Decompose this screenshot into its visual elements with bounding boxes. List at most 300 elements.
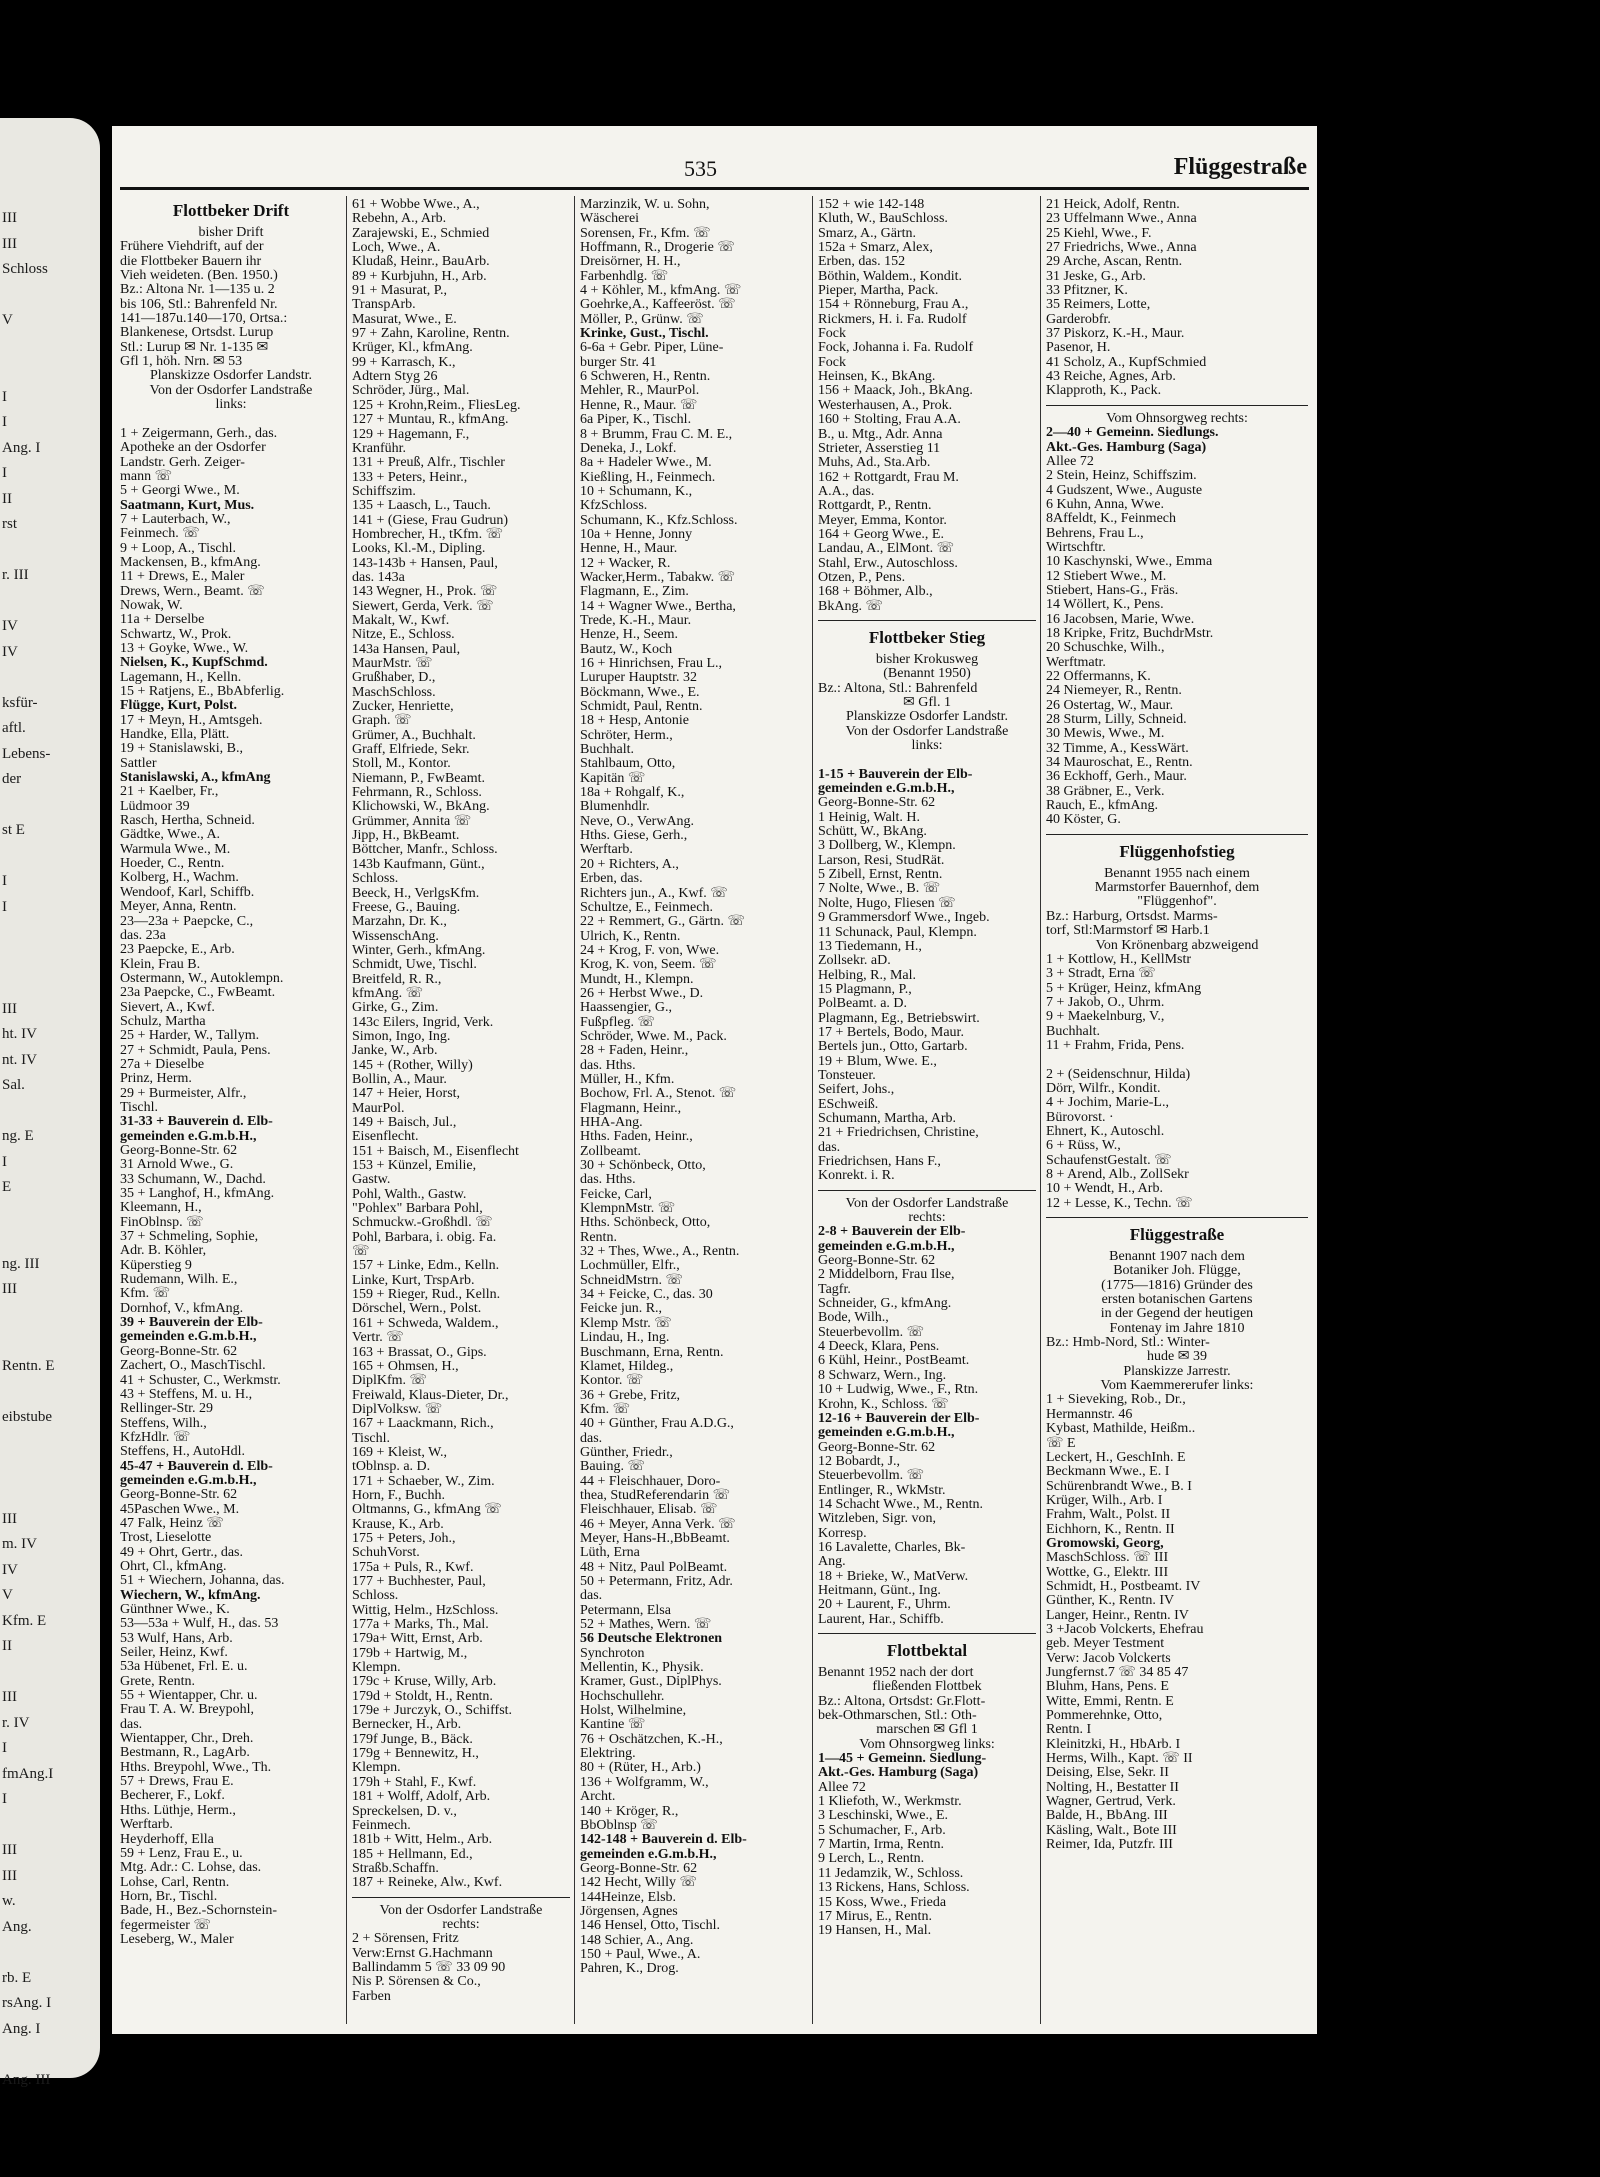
directory-entry-line: 35 Reimers, Lotte, bbox=[1046, 297, 1151, 313]
directory-entry-line: Korresp. bbox=[818, 1525, 867, 1541]
directory-entry-line: bis 106, Stl.: Bahrenfeld Nr. bbox=[120, 296, 278, 312]
directory-entry-line: Zucker, Henriette, bbox=[352, 699, 454, 715]
directory-entry-line: links: bbox=[215, 397, 247, 413]
directory-entry-line: Rebehn, A., Arb. bbox=[352, 211, 447, 227]
directory-entry-line: Gädtke, Wwe., A. bbox=[120, 827, 221, 843]
directory-entry-line: Nielsen, K., KupfSchmd. bbox=[120, 655, 268, 671]
section-divider bbox=[818, 1633, 1036, 1634]
directory-entry-line: Stiebert, Hans-G., Fräs. bbox=[1046, 582, 1179, 598]
directory-entry-line: Nitze, E., Schloss. bbox=[352, 627, 455, 643]
directory-entry-line: Böckmann, Wwe., E. bbox=[580, 684, 700, 700]
directory-entry-line: 2 Middelborn, Frau Ilse, bbox=[818, 1267, 955, 1283]
directory-entry-line: 22 + Remmert, G., Gärtn. ☏ bbox=[580, 914, 745, 930]
directory-entry-line: Pasenor, H. bbox=[1046, 340, 1111, 356]
directory-entry-line: 9 + Loop, A., Tischl. bbox=[120, 540, 237, 556]
directory-entry-line: Petermann, Elsa bbox=[580, 1602, 671, 1618]
directory-entry-line: 80 + (Rüter, H., Arb.) bbox=[580, 1760, 701, 1776]
directory-entry-line: Graph. ☏ bbox=[352, 713, 412, 729]
directory-entry-line: 10 + Schumann, K., bbox=[580, 483, 693, 499]
directory-entry-line: Eisenflecht. bbox=[352, 1129, 419, 1145]
directory-entry-line: 143a Hansen, Paul, bbox=[352, 641, 461, 657]
margin-fragment: r. III bbox=[2, 567, 29, 583]
directory-entry-line: 25 + Harder, W., Tallym. bbox=[120, 1028, 260, 1044]
directory-entry-line: 16 + Hinrichsen, Frau L., bbox=[580, 656, 723, 671]
directory-entry-line: Gastw. bbox=[352, 1172, 391, 1188]
directory-entry-line: Kluth, W., BauSchloss. bbox=[818, 211, 948, 227]
directory-entry-line: Ostermann, W., Autoklempn. bbox=[120, 970, 284, 986]
directory-entry-line: 3 +Jacob Volckerts, Ehefrau bbox=[1046, 1621, 1204, 1637]
directory-entry-line: Holst, Wilhelmine, bbox=[580, 1703, 687, 1719]
directory-entry-line: 9 Lerch, L., Rentn. bbox=[818, 1851, 925, 1867]
directory-entry-line: Krüger, Kl., kfmAng. bbox=[352, 340, 473, 356]
margin-fragment: I bbox=[2, 414, 7, 430]
directory-entry-line: Blankenese, Ortsdst. Lurup bbox=[120, 325, 274, 341]
directory-entry-line: Witzleben, Sigr. von, bbox=[818, 1511, 937, 1527]
directory-entry-line: das. Hths. bbox=[580, 1057, 636, 1073]
directory-entry-line: 179a+ Witt, Ernst, Arb. bbox=[352, 1631, 483, 1647]
directory-entry-line: 19 + Blum, Wwe. E., bbox=[818, 1053, 937, 1069]
margin-fragment: I bbox=[2, 873, 7, 889]
directory-entry-line: 48 + Nitz, Paul PolBeamt. bbox=[580, 1559, 728, 1575]
directory-entry-line: Gromowski, Georg, bbox=[1046, 1535, 1164, 1551]
directory-entry-line: Georg-Bonne-Str. 62 bbox=[818, 1253, 936, 1269]
directory-entry-line: FinOblnsp. ☏ bbox=[120, 1214, 204, 1230]
directory-entry-line: MaschSchloss. ☏ III bbox=[1046, 1550, 1169, 1566]
directory-entry-line: Goehrke,A., Kaffeeröst. ☏ bbox=[580, 297, 736, 313]
directory-entry-line: Hombrecher, H., tKfm. ☏ bbox=[352, 526, 504, 542]
margin-fragment: st E bbox=[2, 822, 25, 838]
directory-entry-line: Fock bbox=[818, 354, 846, 370]
directory-entry-line: Von Krönenbarg abzweigend bbox=[1095, 937, 1259, 953]
directory-entry-line: 142-148 + Bauverein d. Elb- bbox=[580, 1832, 747, 1848]
directory-entry-line: 160 + Stolting, Frau A.A. bbox=[818, 412, 961, 428]
directory-entry-line: 11 Jedamzik, W., Schloss. bbox=[818, 1865, 964, 1881]
margin-fragment: I bbox=[2, 1791, 7, 1807]
directory-entry-line: Vom Kaemmererufer links: bbox=[1100, 1378, 1254, 1394]
directory-entry-line: Grümer, A., Buchhalt. bbox=[352, 727, 476, 743]
directory-entry-line: 43 + Steffens, M. u. H., bbox=[120, 1386, 253, 1402]
directory-entry-line: 21 Heick, Adolf, Rentn. bbox=[1046, 197, 1180, 212]
directory-entry-line: 16 Lavalette, Charles, Bk- bbox=[818, 1539, 966, 1555]
directory-entry-line: PolBeamt. a. D. bbox=[818, 996, 908, 1012]
directory-entry-line: Leseberg, W., Maler bbox=[120, 1931, 234, 1947]
directory-entry-line bbox=[818, 753, 1036, 767]
directory-entry-line: 163 + Brassat, O., Gips. bbox=[352, 1344, 487, 1360]
directory-entry-line: 175 + Peters, Joh., bbox=[352, 1530, 456, 1546]
directory-entry-line: 40 Köster, G. bbox=[1046, 812, 1121, 828]
directory-entry-line: 14 Schacht Wwe., M., Rentn. bbox=[818, 1496, 983, 1512]
directory-entry-line: Ohrt, Cl., kfmAng. bbox=[120, 1558, 227, 1574]
directory-entry-line: Bautz, W., Koch bbox=[580, 641, 673, 657]
margin-fragment: E bbox=[2, 1179, 12, 1195]
directory-entry-line: burger Str. 41 bbox=[580, 354, 657, 370]
directory-entry-line: 8Affeldt, K., Feinmech bbox=[1046, 511, 1176, 527]
directory-entry-line: 17 + Meyn, H., Amtsgeh. bbox=[120, 712, 263, 728]
directory-entry-line: 9 Grammersdorf Wwe., Ingeb. bbox=[818, 910, 990, 926]
directory-entry-line: 157 + Linke, Edm., Kelln. bbox=[352, 1258, 500, 1274]
directory-entry-line: 164 + Georg Wwe., E. bbox=[818, 526, 944, 542]
directory-entry-line: 10 Kaschynski, Wwe., Emma bbox=[1046, 554, 1213, 570]
directory-entry-line: Hermannstr. 46 bbox=[1046, 1406, 1133, 1422]
directory-entry-line: Landstr. Gerh. Zeiger- bbox=[120, 454, 245, 470]
directory-entry-line: 15 Plagmann, P., bbox=[818, 981, 912, 997]
directory-entry-line: WissenschAng. bbox=[352, 928, 439, 944]
directory-entry-line: Kranführ. bbox=[352, 440, 407, 456]
directory-entry-line: Erben, das. bbox=[580, 871, 643, 887]
directory-entry-line: 6 Kuhn, Anna, Wwe. bbox=[1046, 496, 1164, 512]
directory-entry-line: Benannt 1952 nach der dort bbox=[818, 1665, 974, 1680]
directory-entry-line: mann ☏ bbox=[120, 468, 173, 484]
directory-entry-line: MaurMstr. ☏ bbox=[352, 656, 433, 671]
directory-entry-line: 35 + Langhof, H., kfmAng. bbox=[120, 1186, 275, 1202]
directory-entry-line: 7 Martin, Irma, Rentn. bbox=[818, 1837, 944, 1853]
directory-entry-line: das. 23a bbox=[120, 927, 166, 943]
directory-entry-line: Balde, H., BbAng. III bbox=[1046, 1808, 1168, 1824]
directory-entry-line: 12 + Wacker, R. bbox=[580, 555, 671, 571]
directory-entry-line: 3 + Stradt, Erna ☏ bbox=[1046, 966, 1156, 982]
margin-fragment: Lebens- bbox=[2, 745, 51, 762]
directory-entry-line: Pommerehnke, Otto, bbox=[1046, 1708, 1163, 1724]
directory-entry-line: 6 + Rüss, W., bbox=[1046, 1138, 1121, 1154]
directory-entry-line: 2—40 + Gemeinn. Siedlungs. bbox=[1046, 425, 1219, 441]
directory-entry-line: 143 Wegner, H., Prok. ☏ bbox=[352, 584, 498, 600]
directory-entry-line: Lindau, H., Ing. bbox=[580, 1330, 670, 1346]
directory-entry-line: Straßb.Schaffn. bbox=[352, 1860, 439, 1876]
directory-entry-line: Ang. bbox=[818, 1554, 846, 1570]
directory-entry-line: kfmAng. ☏ bbox=[352, 985, 424, 1001]
directory-entry-line: Verw:Ernst G.Hachmann bbox=[352, 1945, 493, 1961]
directory-entry-line: Fock bbox=[818, 326, 846, 342]
directory-entry-line: Henze, H., Seem. bbox=[580, 627, 678, 643]
directory-entry-line: rechts: bbox=[442, 1916, 480, 1932]
directory-entry-line: Stahlbaum, Otto, bbox=[580, 756, 676, 772]
directory-entry-line: Kolberg, H., Wachm. bbox=[120, 870, 239, 886]
directory-entry-line: Sievert, A., Kwf. bbox=[120, 999, 215, 1015]
directory-entry-line: 153 + Künzel, Emilie, bbox=[352, 1158, 477, 1174]
directory-entry-line: Werftarb. bbox=[120, 1817, 173, 1833]
directory-entry-line: Schneider, G., kfmAng. bbox=[818, 1296, 952, 1312]
directory-entry-line: 4 Deeck, Klara, Pens. bbox=[818, 1339, 940, 1355]
directory-entry-line: 150 + Paul, Wwe., A. bbox=[580, 1946, 701, 1962]
directory-entry-line: Simon, Ingo, Ing. bbox=[352, 1028, 451, 1044]
directory-entry-line: Flagmann, Heinr., bbox=[580, 1100, 682, 1116]
margin-fragment: Ang. bbox=[2, 1918, 32, 1935]
directory-entry-line: Allee 72 bbox=[818, 1779, 866, 1795]
directory-entry-line: Mundt, H., Klempn. bbox=[580, 971, 694, 987]
directory-entry-line: das. Hths. bbox=[580, 1172, 636, 1188]
directory-entry-line: Jörgensen, Agnes bbox=[580, 1903, 678, 1919]
directory-entry-line: ersten botanischen Gartens bbox=[1101, 1292, 1253, 1308]
directory-entry-line: 1 + Sieveking, Rob., Dr., bbox=[1046, 1392, 1186, 1408]
directory-entry-line: 76 + Oschätzchen, K.-H., bbox=[580, 1731, 723, 1747]
directory-entry-line: Farben bbox=[352, 1988, 391, 2004]
directory-entry-line: 21 + Kaelber, Fr., bbox=[120, 784, 219, 800]
directory-entry-line: 152 + wie 142-148 bbox=[818, 197, 925, 212]
directory-entry-line: SchaufenstGestalt. ☏ bbox=[1046, 1152, 1172, 1168]
directory-entry-line: Kapitän ☏ bbox=[580, 770, 646, 786]
directory-entry-line: marschen ✉ Gfl 1 bbox=[876, 1722, 978, 1738]
directory-entry-line: Rottgardt, P., Rentn. bbox=[818, 498, 932, 514]
directory-entry-line: 6a Piper, K., Tischl. bbox=[580, 412, 692, 428]
directory-entry-line: BkAng. ☏ bbox=[818, 598, 883, 614]
directory-entry-line: 1 + Kottlow, H., KellMstr bbox=[1046, 951, 1192, 967]
margin-fragment: V bbox=[2, 1587, 13, 1603]
directory-entry-line: Georg-Bonne-Str. 62 bbox=[818, 1439, 936, 1455]
directory-entry-line: 36 + Grebe, Fritz, bbox=[580, 1387, 681, 1403]
margin-fragment: rst bbox=[2, 516, 17, 532]
directory-entry-line: Steffens, H., AutoHdl. bbox=[120, 1444, 245, 1460]
directory-entry-line bbox=[1046, 1053, 1308, 1067]
directory-entry-line: 41 Scholz, A., KupfSchmied bbox=[1046, 354, 1207, 370]
directory-entry-line: 37 + Schmeling, Sophie, bbox=[120, 1229, 259, 1245]
directory-entry-line: Schloss. bbox=[352, 1588, 399, 1604]
directory-entry-line: 10 + Ludwig, Wwe., F., Rtn. bbox=[818, 1382, 979, 1398]
directory-entry-line: Lüdmoor 39 bbox=[120, 798, 190, 814]
column-2 bbox=[352, 198, 570, 2004]
directory-entry-line: Krog, K. von, Seem. ☏ bbox=[580, 957, 717, 973]
directory-entry-line: Lüth, Erna bbox=[580, 1545, 640, 1561]
directory-entry-line: Tischl. bbox=[120, 1099, 159, 1115]
directory-entry-line: Schwartz, W., Prok. bbox=[120, 626, 232, 642]
directory-entry-line: 22 Offermanns, K. bbox=[1046, 669, 1151, 684]
directory-entry-line: Schmidt, Uwe, Tischl. bbox=[352, 957, 477, 973]
directory-entry-line: Steuerbevollm. ☏ bbox=[818, 1468, 925, 1484]
margin-fragment: III bbox=[2, 1842, 17, 1858]
page-header bbox=[112, 126, 1317, 188]
directory-entry-line: Bz.: Harburg, Ortsdst. Marms- bbox=[1046, 908, 1218, 924]
directory-entry-line: 28 + Faden, Heinr., bbox=[580, 1043, 689, 1059]
directory-entry-line: 179d + Stoldt, H., Rentn. bbox=[352, 1688, 493, 1704]
margin-fragment: I bbox=[2, 388, 7, 405]
directory-entry-line: Konrekt. i. R. bbox=[818, 1168, 895, 1184]
directory-entry-line: Heinsen, K., BkAng. bbox=[818, 369, 936, 385]
directory-entry-line: Wientapper, Chr., Dreh. bbox=[120, 1731, 254, 1747]
directory-entry-line: 53a Hübenet, Frl. E. u. bbox=[120, 1659, 248, 1675]
margin-fragment: nt. IV bbox=[2, 1051, 37, 1068]
directory-entry-line: 165 + Ohmsen, H., bbox=[352, 1358, 459, 1374]
margin-fragment: rsAng. I bbox=[2, 1995, 52, 2011]
directory-entry-line: Benannt 1955 nach einem bbox=[1104, 865, 1250, 881]
directory-entry-line: bisher Krokusweg bbox=[875, 651, 979, 667]
directory-entry-line: Schürenbrandt Wwe., B. I bbox=[1046, 1478, 1192, 1494]
directory-entry-line: Schütt, W., BkAng. bbox=[818, 824, 927, 840]
directory-entry-line: Akt.-Ges. Hamburg (Saga) bbox=[818, 1765, 979, 1781]
margin-fragment: aftl. bbox=[2, 720, 26, 736]
directory-entry-line: 8a + Hadeler Wwe., M. bbox=[580, 455, 712, 471]
directory-entry-line: 8 + Arend, Alb., ZollSekr bbox=[1046, 1167, 1189, 1182]
directory-entry-line: Meyer, Emma, Kontor. bbox=[818, 512, 947, 528]
directory-entry-line: 144Heinze, Elsb. bbox=[580, 1889, 677, 1905]
directory-entry-line: 40 + Günther, Frau A.D.G., bbox=[580, 1416, 734, 1432]
directory-entry-line: 32 Timme, A., KessWärt. bbox=[1046, 740, 1189, 756]
directory-entry-line: Akt.-Ges. Hamburg (Saga) bbox=[1046, 439, 1207, 455]
directory-entry-line: 151 + Baisch, M., Eisenflecht bbox=[352, 1143, 519, 1159]
directory-entry-line: Rellinger-Str. 29 bbox=[120, 1401, 214, 1417]
directory-entry-line: Dörr, Wilfr., Kondit. bbox=[1046, 1080, 1161, 1096]
directory-entry-line: 33 Schumann, W., Dachd. bbox=[120, 1171, 266, 1187]
directory-entry-line: 7 Nolte, Wwe., B. ☏ bbox=[818, 881, 941, 897]
directory-entry-line: Zachert, O., MaschTischl. bbox=[120, 1358, 266, 1374]
directory-entry-line: KlempnMstr. ☏ bbox=[580, 1201, 676, 1217]
directory-entry-line: 41 + Schuster, C., Werkmstr. bbox=[120, 1372, 281, 1388]
directory-entry-line: Kantine ☏ bbox=[580, 1717, 646, 1733]
section-divider bbox=[1046, 1217, 1308, 1218]
directory-entry-line: Loch, Wwe., A. bbox=[352, 240, 441, 256]
directory-entry-line: 6 Schweren, H., Rentn. bbox=[580, 369, 711, 385]
directory-entry-line: Fontenay im Jahre 1810 bbox=[1109, 1320, 1245, 1336]
directory-entry-line: Herms, Wilh., Kapt. ☏ II bbox=[1046, 1751, 1193, 1767]
margin-fragment: m. IV bbox=[2, 1536, 37, 1552]
directory-entry-line: Meyer, Hans-H.,BbBeamt. bbox=[580, 1530, 730, 1546]
directory-entry-line: Dornhof, V., kfmAng. bbox=[120, 1300, 244, 1316]
directory-entry-line: 91 + Masurat, P., bbox=[352, 283, 448, 299]
directory-entry-line: Möller, P., Grünw. ☏ bbox=[580, 311, 704, 327]
directory-entry-line: Dreisörner, H. H., bbox=[580, 254, 681, 270]
directory-entry-line: 1 Kliefoth, W., Werkmstr. bbox=[818, 1794, 962, 1810]
directory-entry-line: Planskizze Jarrestr. bbox=[1123, 1363, 1231, 1379]
margin-fragment: der bbox=[2, 771, 22, 787]
directory-entry-line: 5 + Krüger, Heinz, kfmAng bbox=[1046, 980, 1202, 996]
margin-fragment: III bbox=[2, 210, 17, 226]
directory-entry-line: 38 Gräbner, E., Verk. bbox=[1046, 783, 1165, 799]
directory-entry-line: Klein, Frau B. bbox=[120, 956, 201, 972]
directory-entry-line: 3 Leschinski, Wwe., E. bbox=[818, 1808, 948, 1824]
directory-entry-line: 30 Mewis, Wwe., M. bbox=[1046, 726, 1165, 742]
directory-entry-line: Frau T. A. W. Breypohl, bbox=[120, 1702, 255, 1718]
directory-entry-line: "Flüggenhof". bbox=[1137, 894, 1217, 910]
directory-entry-line: Schiffszim. bbox=[352, 483, 416, 499]
directory-entry-line: Fleischhauer, Elisab. ☏ bbox=[580, 1502, 718, 1518]
margin-fragment: w. bbox=[2, 1893, 16, 1909]
directory-entry-line: 21 + Friedrichsen, Christine, bbox=[818, 1125, 979, 1141]
directory-entry-line: gemeinden e.G.m.b.H., bbox=[818, 1238, 955, 1254]
directory-entry-line: Nis P. Sörensen & Co., bbox=[352, 1974, 481, 1990]
directory-entry-line: Elektring. bbox=[580, 1746, 636, 1762]
directory-entry-line: 99 + Karrasch, K., bbox=[352, 354, 456, 370]
directory-entry-line: TranspArb. bbox=[352, 297, 416, 313]
directory-entry-line: 187 + Reineke, Alw., Kwf. bbox=[352, 1875, 503, 1891]
directory-entry-line: Meyer, Anna, Rentn. bbox=[120, 899, 237, 915]
directory-entry-line: Otzen, P., Pens. bbox=[818, 569, 906, 585]
directory-entry-line: Graff, Elfriede, Sekr. bbox=[352, 742, 470, 758]
directory-entry-line: 1 + Zeigermann, Gerh., das. bbox=[120, 425, 278, 441]
directory-entry-line: 179c + Kruse, Willy, Arb. bbox=[352, 1674, 497, 1690]
directory-entry-line: Stl.: Lurup ✉ Nr. 1-135 ✉ bbox=[120, 339, 269, 355]
directory-entry-line: 45-47 + Bauverein d. Elb- bbox=[120, 1458, 273, 1474]
directory-entry-line: 9 + Maekelnburg, V., bbox=[1046, 1009, 1165, 1025]
directory-entry-line: Fock, Johanna i. Fa. Rudolf bbox=[818, 340, 974, 356]
directory-entry-line: Garderobfr. bbox=[1046, 311, 1111, 327]
directory-entry-line: A.A., das. bbox=[818, 483, 875, 499]
directory-entry-line: Rentn. I bbox=[1046, 1722, 1092, 1738]
directory-entry-line: 31 Arnold Wwe., G. bbox=[120, 1157, 234, 1173]
directory-entry-line: Kybast, Mathilde, Heißm.. bbox=[1046, 1421, 1196, 1437]
directory-entry-line: 59 + Lenz, Frau E., u. bbox=[120, 1845, 243, 1861]
directory-entry-line: MaschSchloss. bbox=[352, 684, 436, 700]
directory-entry-line: Klemp Mstr. ☏ bbox=[580, 1315, 672, 1331]
directory-entry-line: 6 Kühl, Heinr., PostBeamt. bbox=[818, 1353, 970, 1369]
directory-entry-line: ☏ bbox=[352, 1244, 370, 1260]
directory-entry-line: 37 Piskorz, K.-H., Maur. bbox=[1046, 326, 1185, 342]
directory-entry-line: 89 + Kurbjuhn, H., Arb. bbox=[352, 268, 487, 284]
directory-entry-line: bisher Drift bbox=[198, 225, 264, 240]
directory-entry-line: gemeinden e.G.m.b.H., bbox=[120, 1128, 257, 1144]
directory-entry-line: Grümmer, Annita ☏ bbox=[352, 813, 472, 829]
directory-entry-line: B., u. Mtg., Adr. Anna bbox=[818, 426, 943, 442]
directory-entry-line: Böttcher, Manfr., Schloss. bbox=[352, 842, 498, 858]
directory-entry-line: 15 + Ratjens, E., BbAbferlig. bbox=[120, 684, 285, 699]
directory-entry-line: gemeinden e.G.m.b.H., bbox=[818, 1425, 955, 1441]
margin-fragment: I bbox=[2, 898, 7, 915]
directory-entry-line: Klamet, Hildeg., bbox=[580, 1358, 674, 1374]
directory-entry-line: 27a + Dieselbe bbox=[120, 1056, 205, 1072]
directory-entry-line: Von der Osdorfer Landstraße bbox=[845, 1195, 1009, 1211]
directory-entry-line: 23 Paepcke, E., Arb. bbox=[120, 942, 235, 958]
directory-entry-line: Rasch, Hertha, Schneid. bbox=[120, 813, 255, 829]
directory-entry-line: 13 Rickens, Hans, Schloss. bbox=[818, 1880, 970, 1896]
directory-entry-line: 13 Tiedemann, H., bbox=[818, 938, 922, 954]
directory-entry-line: Georg-Bonne-Str. 62 bbox=[818, 795, 936, 811]
directory-entry-line: 161 + Schweda, Waldem., bbox=[352, 1315, 499, 1331]
directory-entry-line: das. bbox=[580, 1588, 603, 1604]
directory-entry-line: 11 Schunack, Paul, Klempn. bbox=[818, 924, 977, 940]
street-heading: Flottbeker Drift bbox=[172, 201, 290, 220]
directory-page bbox=[112, 126, 1317, 2034]
directory-entry-line: Schröter, Herm., bbox=[580, 727, 673, 743]
directory-entry-line: (1775—1816) Gründer des bbox=[1101, 1277, 1253, 1293]
column-divider bbox=[812, 196, 813, 2024]
directory-entry-line: Henne, H., Maur. bbox=[580, 541, 678, 557]
directory-entry-line: 2 Stein, Heinz, Schiffszim. bbox=[1046, 468, 1197, 484]
directory-entry-line: 51 + Wiechern, Johanna, das. bbox=[120, 1573, 285, 1589]
directory-entry-line: Wiechern, W., kfmAng. bbox=[120, 1587, 261, 1603]
directory-entry-line: gemeinden e.G.m.b.H., bbox=[580, 1846, 717, 1862]
directory-entry-line: Kfm. ☏ bbox=[580, 1401, 631, 1417]
directory-entry-line: Friedrichsen, Hans F., bbox=[818, 1154, 941, 1169]
directory-entry-line: 1—45 + Gemeinn. Siedlung- bbox=[818, 1751, 987, 1767]
directory-entry-line: Stahl, Erw., Autoschloss. bbox=[818, 555, 958, 571]
directory-entry-line: 7 + Lauterbach, W., bbox=[120, 511, 231, 527]
margin-fragment: ht. IV bbox=[2, 1026, 37, 1042]
directory-entry-line: Von der Osdorfer Landstraße bbox=[149, 382, 313, 398]
directory-entry-line: DiplVolksw. ☏ bbox=[352, 1401, 443, 1417]
directory-entry-line: Sattler bbox=[120, 755, 157, 771]
directory-entry-line: Wagner, Gertrud, Verk. bbox=[1046, 1794, 1176, 1810]
directory-entry-line: 12-16 + Bauverein der Elb- bbox=[818, 1410, 980, 1426]
directory-entry-line: 12 + Lesse, K., Techn. ☏ bbox=[1046, 1195, 1193, 1211]
directory-entry-line: Synchroton bbox=[580, 1645, 645, 1661]
directory-entry-line: 8 + Brumm, Frau C. M. E., bbox=[580, 426, 733, 442]
directory-entry-line: Jipp, H., BkBeamt. bbox=[352, 828, 460, 844]
directory-entry-line: 27 + Schmidt, Paula, Pens. bbox=[120, 1042, 271, 1058]
directory-entry-line: 20 + Richters, A., bbox=[580, 856, 679, 872]
directory-entry-line: Klapproth, K., Pack. bbox=[1046, 383, 1162, 399]
directory-entry-line: 5 Zibell, Ernst, Rentn. bbox=[818, 867, 943, 883]
directory-entry-line: Bode, Wilh., bbox=[818, 1310, 889, 1326]
directory-entry-line: Steffens, Wilh., bbox=[120, 1415, 207, 1431]
directory-entry-line: 11 + Drews, E., Maler bbox=[120, 569, 245, 585]
directory-entry-line: Farbenhdlg. ☏ bbox=[580, 268, 669, 284]
directory-entry-line: 129 + Hagemann, F., bbox=[352, 426, 470, 442]
directory-entry-line: 36 Eckhoff, Gerh., Maur. bbox=[1046, 769, 1187, 785]
margin-fragment: IV bbox=[2, 1561, 18, 1578]
directory-entry-line: Wendoof, Karl, Schiffb. bbox=[120, 884, 255, 900]
directory-entry-line: Müller, H., Kfm. bbox=[580, 1071, 675, 1087]
directory-entry-line: torf, Stl:Marmstorf ✉ Harb.1 bbox=[1046, 923, 1210, 939]
directory-entry-line: Planskizze Osdorfer Landstr. bbox=[845, 709, 1009, 725]
directory-entry-line: Schloss. bbox=[352, 871, 399, 887]
directory-entry-line: Entlinger, R., WkMstr. bbox=[818, 1482, 946, 1498]
